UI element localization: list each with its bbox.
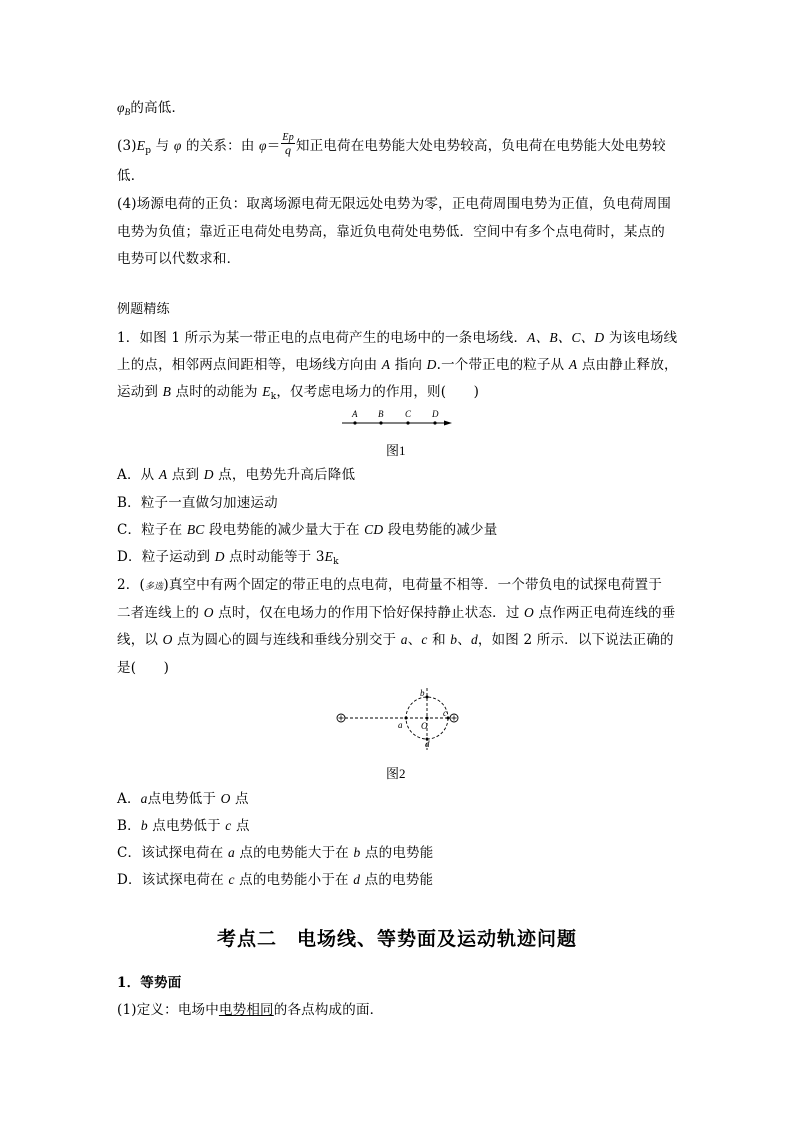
label-d: D [432,409,439,419]
section-heading: 考点二 电场线、等势面及运动轨迹问题 [216,928,577,950]
point-o-dot [426,717,429,720]
q1-option-d: D．粒子运动到 D 点时动能等于 $3E_k$ [117,549,339,567]
label-a: a [398,720,403,730]
figure-2-charges [330,684,466,752]
sub-heading-equipotential: 1．等势面 [117,975,182,991]
q1-line1: 1．如图 1 所示为某一带正电的点电荷产生的电场中的一条电场线．A、B、C、D 为该电场线 [117,330,678,346]
q2-line4: 是( ) [117,660,170,676]
label-d: d [425,739,430,749]
left-positive-charge-icon [337,714,345,722]
point-d-dot [433,421,436,424]
figure-1-caption: 图1 [386,443,406,458]
para-4-line1: (4)场源电荷的正负：取离场源电荷无限远处电势为零，正电荷周围电势为正值，负电荷周围 [117,196,672,212]
para-4-line2: 电势为负值；靠近正电荷处电势高，靠近负电荷处电势低．空间中有多个点电荷时，某点的 [117,224,665,240]
q1-option-a: A．从 A 点到 D 点，电势先升高后降低 [117,467,356,483]
q1-option-b: B．粒子一直做匀加速运动 [117,495,278,511]
q2-line2: 二者连线上的 O 点时，仅在电场力的作用下恰好保持静止状态．过 O 点作两正电荷连线的垂 [117,605,676,621]
label-c: c [443,708,447,718]
right-positive-charge-icon [450,714,458,722]
figure-2-caption: 图2 [386,766,406,781]
q2-line3: 线，以 O 点为圆心的圆与连线和垂线分别交于 a、c 和 b、d，如图 2 所示．以下说法正确的 [117,632,674,648]
label-c: C [405,409,412,419]
label-b: B [378,409,384,419]
point-c-dot [406,421,409,424]
definition-line: (1)定义：电场中电势相同的各点构成的面． [117,1002,384,1018]
section-title: 例题精练 [117,302,170,317]
point-a-dot [405,717,408,720]
fraction-ep-over-q: $\frac{Ep}{q}$ [282,132,294,157]
q1-option-c: C．粒子在 BC 段电势能的减少量大于在 CD 段电势能的减少量 [117,522,498,538]
arrow-head-icon [444,421,452,426]
q2-option-b: B．b 点电势低于 c 点 [117,818,250,834]
figure-1-field-line [338,406,456,428]
label-a: A [352,409,358,419]
label-b: b [420,688,425,698]
point-a-dot [353,421,356,424]
q1-line2: 上的点，相邻两点间距相等，电场线方向由 A 指向 D.一个带正电的粒子从 A 点由静止释放， [117,357,678,373]
para-4-line3: 电势可以代数求和． [117,251,241,267]
q1-line3: 运动到 B 点时的动能为 $E_k$，仅考虑电场力的作用，则( ) [117,384,480,402]
point-b-dot [426,696,429,699]
q2-option-a: A．a点电势低于 O 点 [117,791,249,807]
point-b-dot [379,421,382,424]
q2-option-d: D．该试探电荷在 c 点的电势能小于在 d 点的电势能 [117,872,434,888]
label-o: O [421,721,428,731]
q2-line1: 2．(多选)真空中有两个固定的带正电的点电荷，电荷量不相等．一个带负电的试探电荷置于 [117,577,663,593]
q2-option-c: C．该试探电荷在 a 点的电势能大于在 b 点的电势能 [117,845,434,861]
para-3-line1: $(3)E_p$ 与 φ 的关系：由 φ＝ $\frac{Ep}{q}$ 知正电荷在电势能大处电势较高，负电荷在电势能大处电势较 [117,132,666,157]
para-3-line2: 低． [117,168,145,184]
para-phi-b: $\varphi_B$的高低． [117,100,186,117]
